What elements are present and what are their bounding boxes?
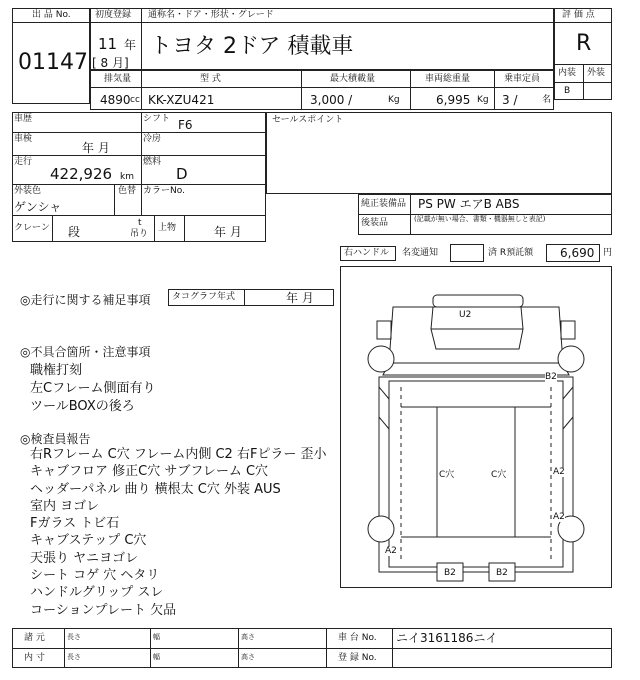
damage-diagram bbox=[340, 266, 612, 588]
reg-month: [ 8 月] bbox=[92, 56, 129, 70]
length-label: 長さ bbox=[67, 633, 81, 641]
equipment-value: PS PW エアB ABS bbox=[418, 197, 520, 211]
reg-no-label: 登 録 No. bbox=[338, 653, 377, 663]
tachograph-value: 年 月 bbox=[286, 291, 314, 305]
fuel-value: D bbox=[176, 165, 188, 183]
inspector-header: ◎検査員報告 bbox=[20, 432, 91, 446]
defect-header: ◎不具合箇所・注意事項 bbox=[20, 345, 151, 359]
mileage-label: 走行 bbox=[14, 157, 33, 167]
mark-a2-right-mid: A2 bbox=[553, 467, 565, 477]
aftermarket-note: (記載が無い場合、書類・機器無しと表記) bbox=[414, 215, 546, 223]
mark-a2-left-rear: A2 bbox=[385, 546, 397, 556]
shift-value: F6 bbox=[178, 118, 193, 132]
truck-outline bbox=[341, 267, 611, 587]
inspection-label: 車検 bbox=[14, 134, 33, 144]
model-label: 通称名・ドア・形状・グレード bbox=[148, 10, 274, 20]
model-code: KK-XZU421 bbox=[148, 93, 215, 107]
gross-weight-unit: Kg bbox=[477, 95, 489, 105]
color-no-label: 色替 bbox=[118, 186, 137, 196]
recycle-label: 済 R預託額 bbox=[488, 248, 534, 258]
inspector-line: コーションプレート 欠品 bbox=[30, 602, 177, 618]
shoen-label: 諸 元 bbox=[24, 633, 45, 643]
travel-header: ◎走行に関する補足事項 bbox=[20, 293, 151, 307]
defect-line: 左Cフレーム側面有り bbox=[30, 381, 156, 396]
color-code-label: カラーNo. bbox=[143, 186, 185, 196]
mark-b2-rear-left: B2 bbox=[444, 568, 456, 578]
inspector-line: キャブステップ C穴 bbox=[30, 533, 147, 549]
eval-score: R bbox=[576, 31, 592, 56]
inspector-line: ハンドルグリップ スレ bbox=[30, 585, 164, 601]
inspector-line: ヘッダーパネル 曲り 横根太 C穴 外装 AUS bbox=[30, 481, 281, 497]
spec-label-displacement: 排気量 bbox=[104, 74, 132, 84]
color-label: 外装色 bbox=[14, 186, 42, 196]
naisun-label: 内 寸 bbox=[24, 653, 45, 663]
crane-t: t bbox=[138, 218, 142, 228]
inspector-line: シート コゲ 穴 ヘタリ bbox=[30, 568, 160, 584]
spec-label-maxload: 最大積載量 bbox=[330, 74, 376, 84]
max-load-value: 3,000 / bbox=[310, 93, 353, 107]
car-name: トヨタ 2ドア 積載車 bbox=[150, 34, 354, 59]
chassis-value: ニイ3161186ニイ bbox=[396, 631, 498, 645]
inspector-line: Fガラス トビ石 bbox=[30, 516, 120, 532]
eval-label: 評 価 点 bbox=[562, 10, 595, 20]
displacement-value: 4890 bbox=[100, 93, 131, 107]
lot-number: 01147 bbox=[18, 50, 88, 75]
crane-dan: 段 bbox=[68, 225, 81, 239]
inspector-line: 天張り ヤニヨゴレ bbox=[30, 550, 139, 566]
reg-label: 初度登録 bbox=[95, 10, 132, 20]
width-label-2: 幅 bbox=[153, 653, 160, 661]
upper-value: 年 月 bbox=[214, 225, 242, 239]
color-value: ゲンシャ bbox=[14, 200, 62, 214]
displacement-unit: cc bbox=[130, 95, 140, 105]
length-label-2: 長さ bbox=[67, 653, 81, 661]
fuel-label: 燃料 bbox=[143, 157, 162, 167]
recycle-value: 6,690 bbox=[560, 246, 595, 260]
name-change-label: 名変通知 bbox=[402, 248, 439, 258]
mark-b2-cab: B2 bbox=[545, 372, 557, 382]
height-label: 高さ bbox=[241, 633, 255, 641]
ac-label: 冷房 bbox=[143, 134, 162, 144]
inspector-line: 室内 ヨゴレ bbox=[30, 498, 100, 514]
interior-label: 内装 bbox=[558, 68, 577, 78]
width-label: 幅 bbox=[153, 633, 160, 641]
spec-label-gross: 車両総重量 bbox=[425, 74, 471, 84]
tachograph-label: タコグラフ年式 bbox=[172, 292, 236, 302]
interior-score: B bbox=[564, 86, 571, 96]
inspector-line: キャブフロア 修正C穴 サブフレーム C穴 bbox=[30, 464, 269, 480]
defect-list bbox=[30, 362, 156, 416]
reg-year: 11 bbox=[98, 35, 118, 53]
capacity-value: 3 / bbox=[502, 93, 518, 107]
inspector-line: 右Rフレーム C穴 フレーム内側 C2 右Fピラー 歪小 bbox=[30, 447, 327, 462]
mark-u2: U2 bbox=[459, 310, 472, 320]
inspector-list bbox=[30, 446, 327, 619]
gross-weight-value: 6,995 bbox=[436, 93, 471, 107]
max-load-unit: Kg bbox=[388, 95, 400, 105]
mileage-value: 422,926 bbox=[50, 165, 113, 183]
exterior-label: 外装 bbox=[587, 68, 606, 78]
defect-line: 職権打刻 bbox=[30, 363, 83, 378]
defect-line: ツールBOXの後ろ bbox=[30, 399, 135, 414]
mark-c-hole-right: C穴 bbox=[491, 470, 507, 480]
reg-year-unit: 年 bbox=[124, 38, 137, 52]
mileage-unit: km bbox=[120, 172, 134, 182]
mark-c-hole-left: C穴 bbox=[439, 470, 455, 480]
mark-b2-rear-right: B2 bbox=[496, 568, 508, 578]
inspection-value: 年 月 bbox=[82, 141, 110, 155]
capacity-unit: 名 bbox=[542, 95, 552, 105]
shift-label: シフト bbox=[143, 114, 171, 124]
upper-label: 上物 bbox=[158, 223, 177, 233]
mark-a2-right-rear: A2 bbox=[553, 512, 565, 522]
spec-label-capacity: 乗車定員 bbox=[504, 74, 541, 84]
sales-point-label: セールスポイント bbox=[272, 115, 344, 125]
history-label: 車歴 bbox=[14, 114, 33, 124]
equipment-label: 純正装備品 bbox=[361, 199, 407, 209]
crane-label: クレーン bbox=[14, 223, 50, 233]
spec-label-model: 型 式 bbox=[200, 74, 221, 84]
crane-tsuri: 吊り bbox=[130, 229, 149, 239]
recycle-unit: 円 bbox=[603, 248, 613, 258]
lot-label: 出 品 No. bbox=[32, 10, 71, 20]
name-change-box bbox=[450, 244, 484, 262]
height-label-2: 高さ bbox=[241, 653, 255, 661]
chassis-label: 車 台 No. bbox=[338, 633, 377, 643]
handle-value: 右ハンドル bbox=[344, 248, 390, 258]
aftermarket-label: 後装品 bbox=[361, 218, 389, 228]
